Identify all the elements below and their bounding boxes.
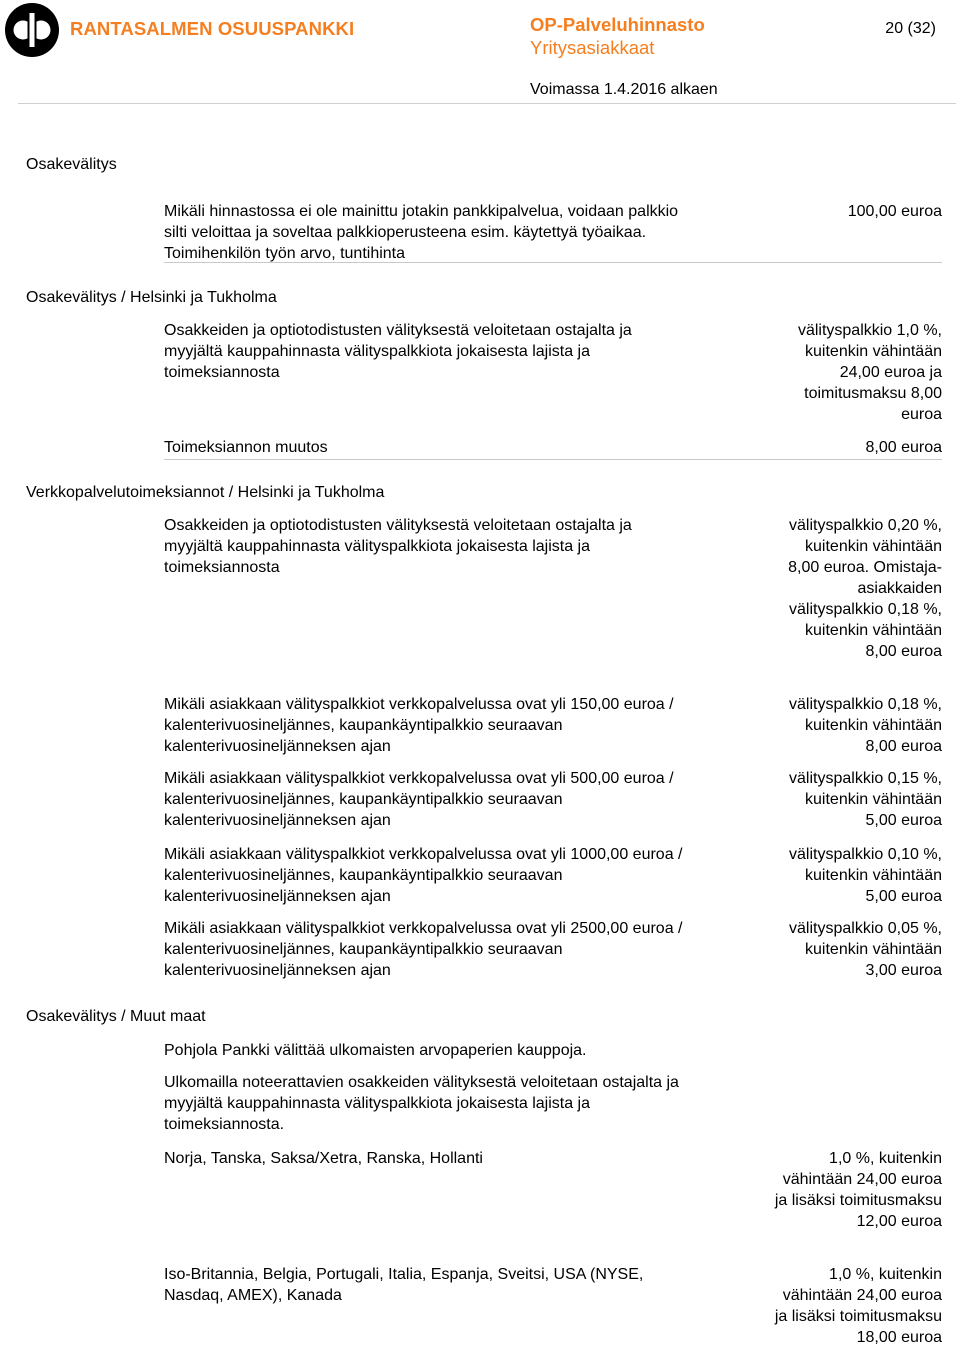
paragraph: Ulkomailla noteerattavien osakkeiden välityksestä veloitetaan ostajalta ja myyjältä kauppahinnasta välityspalkkiota jokaisesta lajista ja toimeksiannosta. bbox=[164, 1074, 679, 1133]
row-price: välityspalkkio 0,05 %, kuitenkin vähintään 3,00 euroa bbox=[789, 920, 942, 979]
section-title: Osakevälitys / Helsinki ja Tukholma bbox=[26, 289, 277, 306]
valid-from: Voimassa 1.4.2016 alkaen bbox=[530, 81, 718, 98]
row-description: Mikäli asiakkaan välityspalkkiot verkkopalvelussa ovat yli 2500,00 euroa / kalenterivuosineljännes, kaupankäyntipalkkio seuraavan kalenterivuosineljänneksen ajan bbox=[164, 920, 683, 979]
row-price: 1,0 %, kuitenkin vähintään 24,00 euroa ja lisäksi toimitusmaksu 12,00 euroa bbox=[774, 1150, 942, 1230]
row-price: 100,00 euroa bbox=[847, 203, 942, 220]
section-title: Verkkopalvelutoimeksiannot / Helsinki ja Tukholma bbox=[26, 484, 385, 501]
row-description: Mikäli asiakkaan välityspalkkiot verkkopalvelussa ovat yli 500,00 euroa / kalenterivuosineljännes, kaupankäyntipalkkio seuraavan kalenterivuosineljänneksen ajan bbox=[164, 770, 674, 829]
row-description: Mikäli hinnastossa ei ole mainittu jotakin pankkipalvelua, voidaan palkkio silti veloittaa ja soveltaa palkkioperusteena esim. käytettyä työaikaa. Toimihenkilön työn arvo, tuntihinta bbox=[164, 203, 679, 262]
row-description: Toimeksiannon muutos bbox=[164, 439, 328, 456]
section-title: Osakevälitys bbox=[26, 156, 117, 173]
row-price: välityspalkkio 0,20 %, kuitenkin vähintään 8,00 euroa. Omistaja-asiakkaiden välityspalkkio 0,18 %, kuitenkin vähintään 8,00 euroa bbox=[788, 517, 942, 660]
row-price: välityspalkkio 1,0 %, kuitenkin vähintään 24,00 euroa ja toimitusmaksu 8,00 euroa bbox=[797, 322, 942, 423]
row-price: välityspalkkio 0,18 %, kuitenkin vähintään 8,00 euroa bbox=[789, 696, 942, 755]
row-divider bbox=[164, 262, 942, 263]
bank-name: RANTASALMEN OSUUSPANKKI bbox=[70, 18, 355, 39]
row-description: Norja, Tanska, Saksa/Xetra, Ranska, Hollanti bbox=[164, 1150, 483, 1167]
header-divider bbox=[18, 103, 956, 104]
row-description: Mikäli asiakkaan välityspalkkiot verkkopalvelussa ovat yli 1000,00 euroa / kalenterivuosineljännes, kaupankäyntipalkkio seuraavan kalenterivuosineljänneksen ajan bbox=[164, 846, 683, 905]
row-price: 1,0 %, kuitenkin vähintään 24,00 euroa ja lisäksi toimitusmaksu 18,00 euroa bbox=[774, 1266, 942, 1346]
row-description: Mikäli asiakkaan välityspalkkiot verkkopalvelussa ovat yli 150,00 euroa / kalenterivuosineljännes, kaupankäyntipalkkio seuraavan kalenterivuosineljänneksen ajan bbox=[164, 696, 674, 755]
op-logo-icon bbox=[4, 2, 60, 58]
row-divider bbox=[164, 459, 942, 460]
page-number: 20 (32) bbox=[885, 20, 936, 37]
row-description: Iso-Britannia, Belgia, Portugali, Italia, Espanja, Sveitsi, USA (NYSE, Nasdaq, AMEX), Kanada bbox=[164, 1266, 644, 1304]
row-price: 8,00 euroa bbox=[865, 439, 942, 456]
document-subtitle: Yritysasiakkaat bbox=[530, 37, 655, 58]
row-price: välityspalkkio 0,10 %, kuitenkin vähintään 5,00 euroa bbox=[789, 846, 942, 905]
row-description: Osakkeiden ja optiotodistusten välityksestä veloitetaan ostajalta ja myyjältä kauppahinnasta välityspalkkiota jokaisesta lajista ja toimeksiannosta bbox=[164, 322, 632, 381]
section-title: Osakevälitys / Muut maat bbox=[26, 1008, 206, 1025]
row-price: välityspalkkio 0,15 %, kuitenkin vähintään 5,00 euroa bbox=[789, 770, 942, 829]
paragraph: Pohjola Pankki välittää ulkomaisten arvopaperien kauppoja. bbox=[164, 1042, 587, 1059]
document-title: OP-Palveluhinnasto bbox=[530, 14, 705, 35]
row-description: Osakkeiden ja optiotodistusten välityksestä veloitetaan ostajalta ja myyjältä kauppahinnasta välityspalkkiota jokaisesta lajista ja toimeksiannosta bbox=[164, 517, 632, 576]
